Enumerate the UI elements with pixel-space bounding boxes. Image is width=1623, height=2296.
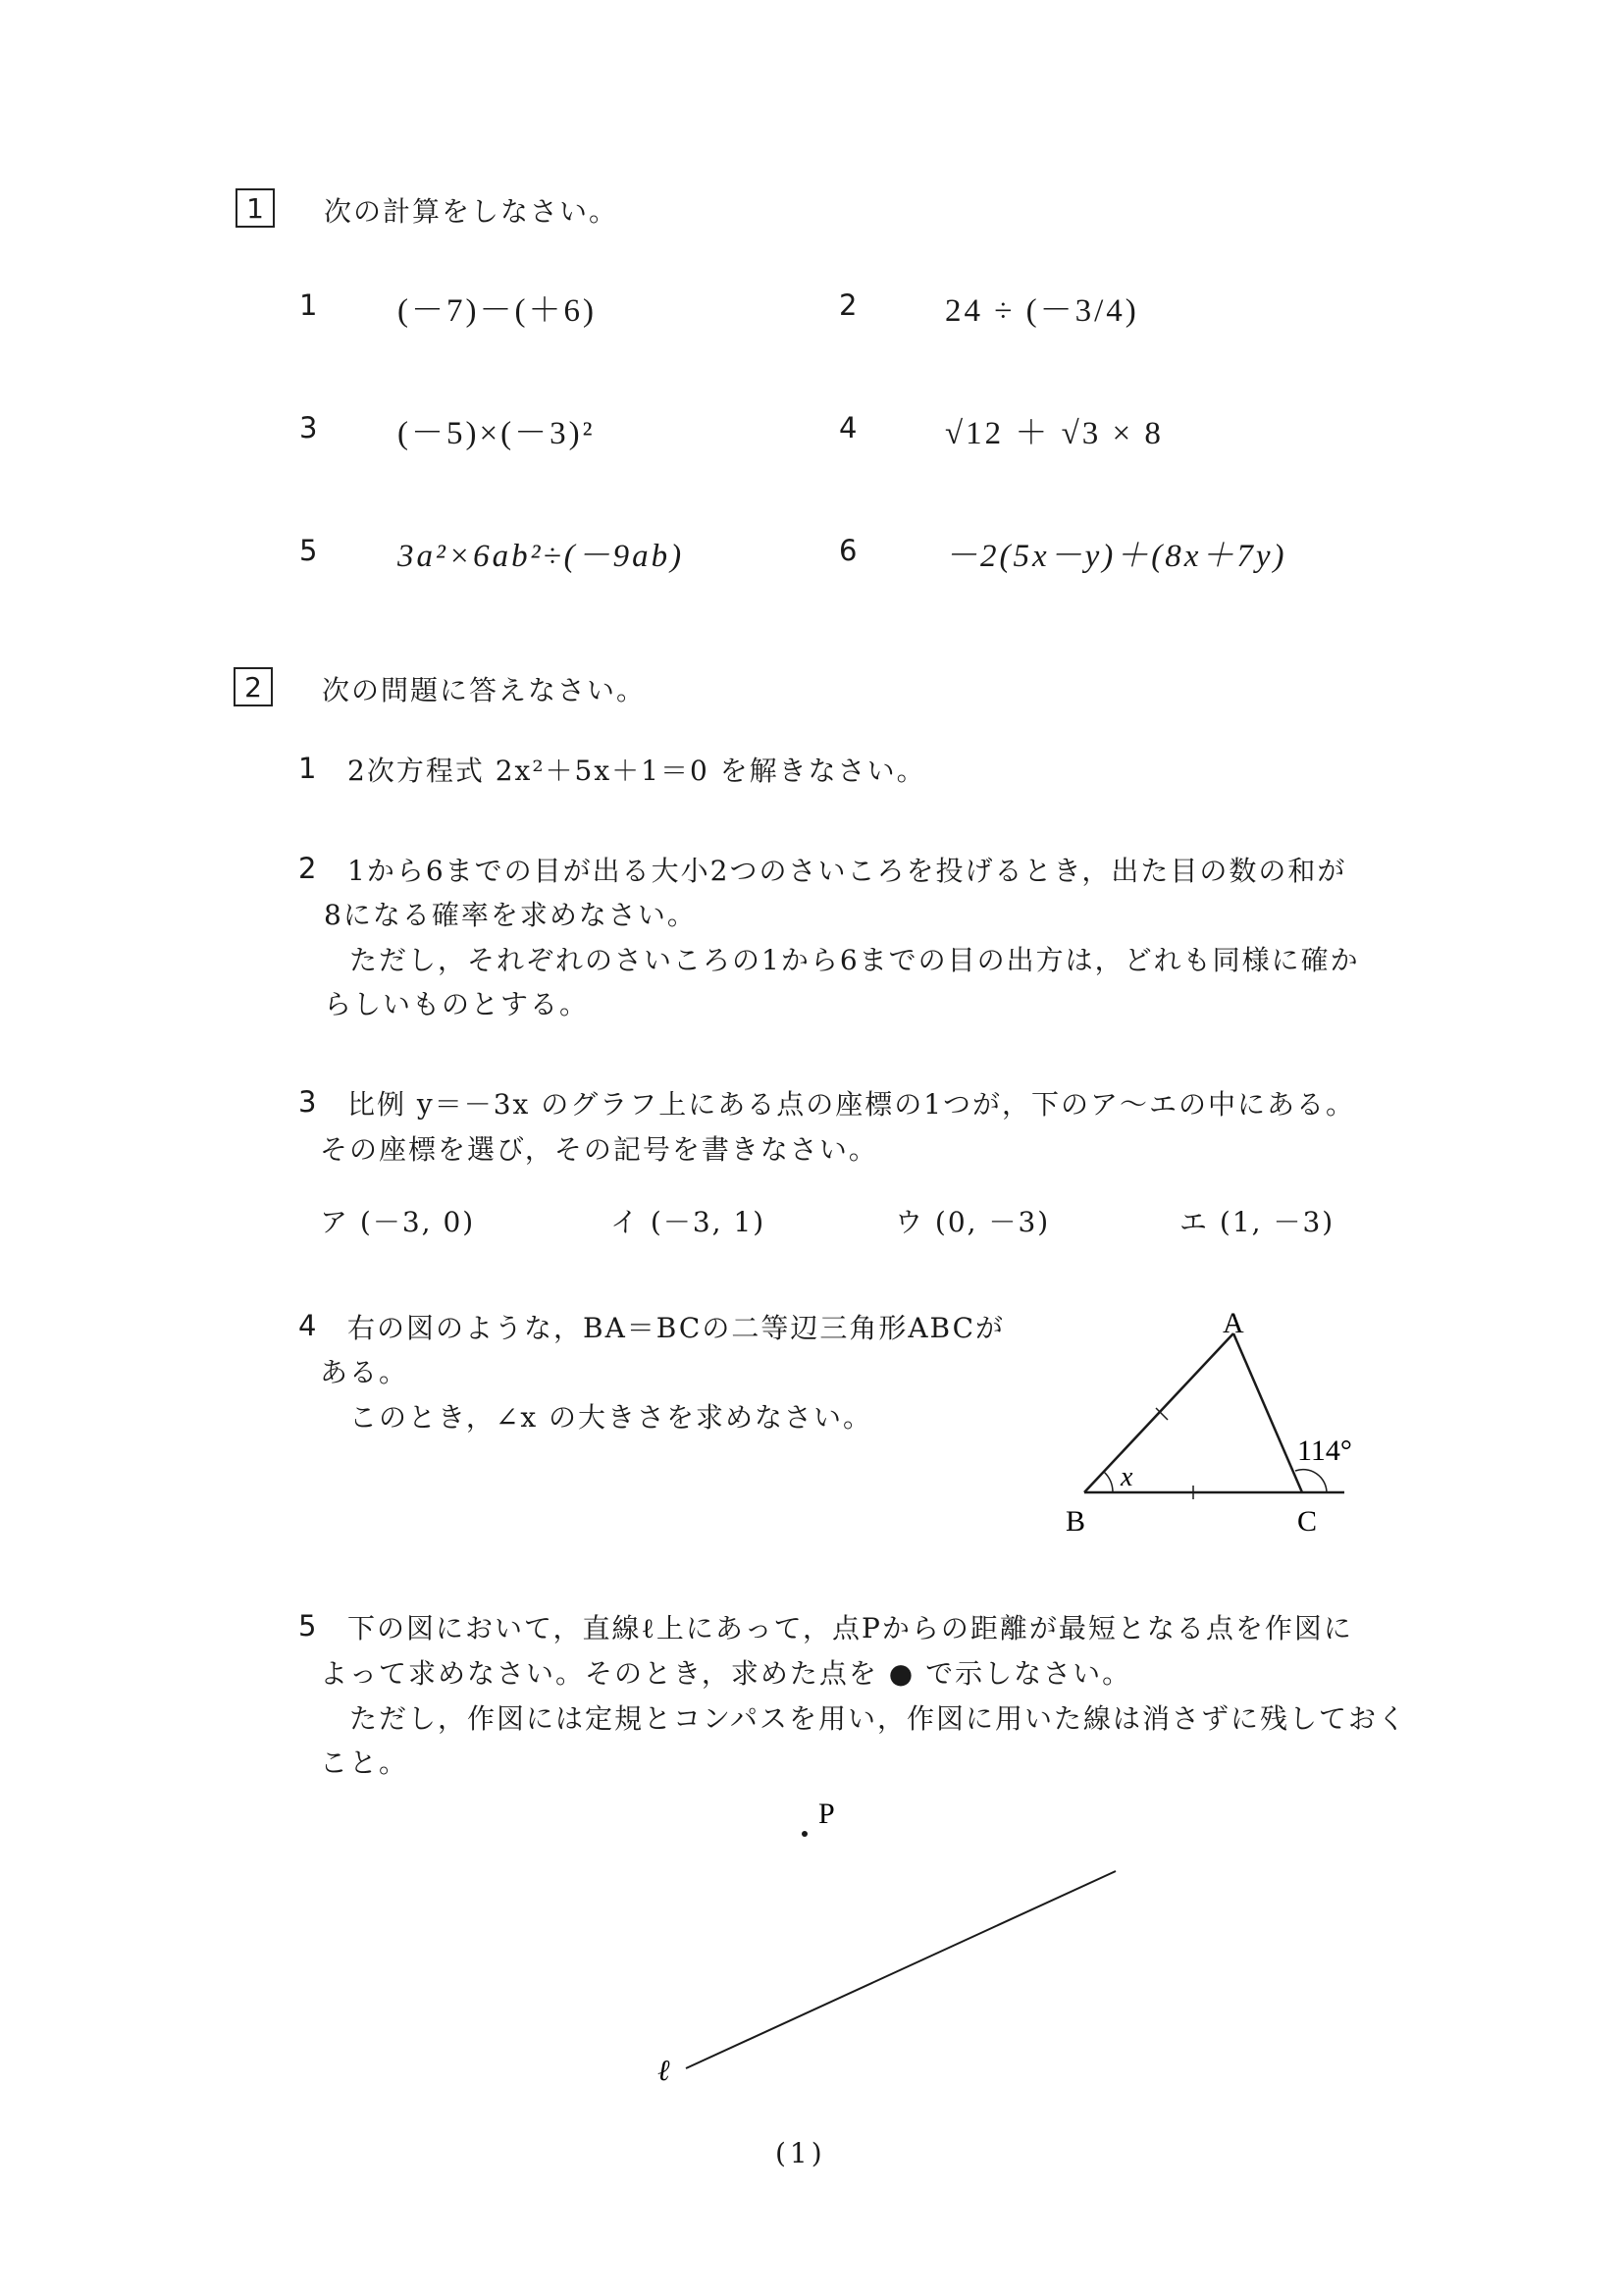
question-line: ある。: [320, 1356, 409, 1388]
angle-x-label: x: [1121, 1462, 1133, 1492]
angle-x-arc: [1104, 1472, 1113, 1492]
segment-ac: [1233, 1333, 1302, 1492]
question-number: 3: [298, 1085, 317, 1119]
segment-ba: [1084, 1333, 1233, 1492]
problem-number: 6: [839, 534, 858, 567]
question-line: こと。: [320, 1747, 409, 1779]
question-line: ただし，それぞれのさいころの1から6までの目の出方は，どれも同様に確か: [349, 944, 1360, 976]
problem-number: 2: [839, 288, 858, 322]
option-b: イ (－3, 1): [610, 1206, 766, 1238]
problem-expression: (－7)－(＋6): [397, 293, 597, 329]
problem-expression: √12 ＋ √3 × 8: [945, 416, 1164, 451]
problem-number: 5: [299, 534, 318, 567]
problem-expression: (－5)×(－3)²: [397, 416, 596, 451]
option-c: ウ (0, －3): [895, 1206, 1051, 1238]
problem-number: 4: [839, 411, 858, 444]
question-number: 5: [298, 1609, 317, 1643]
page-number: (1): [775, 2137, 826, 2169]
question-line: よって求めなさい。そのとき，求めた点を ● で示しなさい。: [320, 1657, 1132, 1690]
problem-number: 1: [299, 288, 318, 322]
question-line: その座標を選び，その記号を書きなさい。: [320, 1133, 878, 1166]
angle-114-label: 114°: [1297, 1435, 1352, 1467]
vertex-c-label: C: [1297, 1505, 1318, 1538]
question-line: 下の図において，直線ℓ上にあって，点Pからの距離が最短となる点を作図に: [347, 1612, 1353, 1644]
section-number: 1: [246, 191, 264, 225]
option-d: エ (1, －3): [1179, 1206, 1335, 1238]
question-number: 4: [298, 1309, 317, 1342]
question-line: らしいものとする。: [324, 988, 590, 1020]
line-l-label: ℓ: [657, 2055, 670, 2087]
question-line: 比例 y＝－3x のグラフ上にある点の座標の1つが，下のア～エの中にある。: [347, 1088, 1356, 1121]
question-text: 2次方程式 2x²＋5x＋1＝0 を解きなさい。: [347, 755, 926, 787]
option-a: ア (－3, 0): [320, 1206, 476, 1238]
question-line: ただし，作図には定規とコンパスを用い，作図に用いた線は消さずに残しておく: [349, 1702, 1408, 1735]
section-instruction: 次の問題に答えなさい。: [322, 674, 647, 706]
vertex-b-label: B: [1066, 1505, 1086, 1538]
question-line: 右の図のような，BA＝BCの二等辺三角形ABCが: [347, 1312, 1006, 1344]
question-line: 1から6までの目が出る大小2つのさいころを投げるとき，出た目の数の和が: [347, 855, 1347, 887]
point-p-label: P: [818, 1798, 835, 1830]
problem-expression: －2(5x－y)＋(8x＋7y): [945, 539, 1287, 574]
vertex-a-label: A: [1223, 1307, 1244, 1339]
question-number: 1: [298, 752, 317, 785]
line-l: [686, 1871, 1116, 2068]
question-line: 8になる確率を求めなさい。: [324, 899, 697, 931]
problem-expression: 3a²×6ab²÷(－9ab): [397, 539, 685, 574]
question-line: このとき，∠x の大きさを求めなさい。: [349, 1401, 873, 1434]
problem-number: 3: [299, 411, 318, 444]
problem-expression: 24 ÷ (－3/4): [945, 293, 1139, 329]
point-p: [802, 1831, 808, 1837]
section-number: 2: [244, 670, 262, 704]
question-number: 2: [298, 852, 317, 885]
section-instruction: 次の計算をしなさい。: [324, 195, 619, 228]
